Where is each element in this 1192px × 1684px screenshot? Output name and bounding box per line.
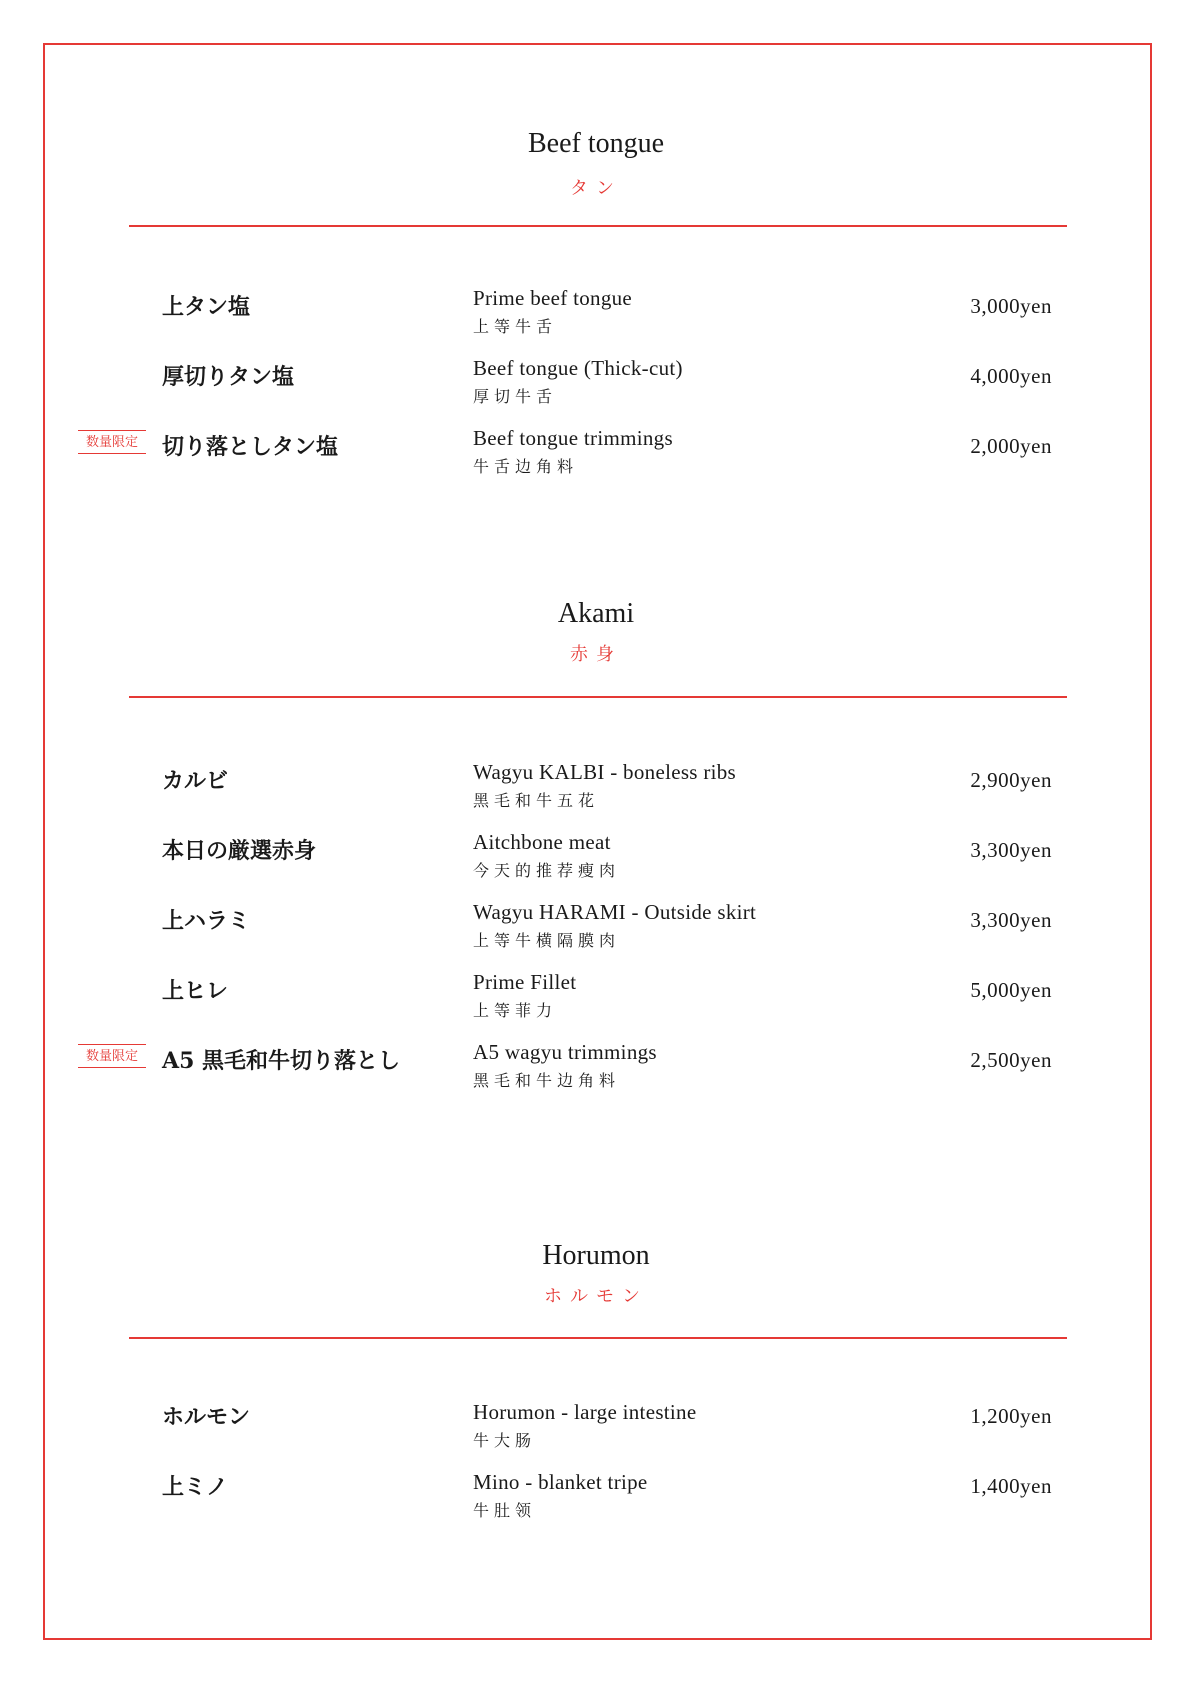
menu-item bbox=[0, 900, 1192, 964]
section-subtitle-beef-tongue: タン bbox=[570, 178, 622, 199]
item-name-jp: 上ハラミ bbox=[162, 908, 251, 934]
item-name-cn: 上等牛舌 bbox=[473, 317, 558, 336]
item-price: 1,200yen bbox=[970, 1404, 1052, 1428]
item-name-cn: 黑毛和牛五花 bbox=[473, 791, 600, 810]
item-name-cn: 牛肚领 bbox=[473, 1501, 537, 1520]
item-name-jp: A5 黒毛和牛切り落とし bbox=[162, 1048, 401, 1074]
item-name-jp: 切り落としタン塩 bbox=[162, 434, 339, 460]
menu-item bbox=[0, 1040, 1192, 1104]
section-subtitle-horumon: ホルモン bbox=[544, 1286, 648, 1307]
item-name-cn: 今天的推荐瘦肉 bbox=[473, 861, 621, 880]
item-name-cn: 牛舌边角料 bbox=[473, 457, 579, 476]
section-title-horumon: Horumon bbox=[542, 1240, 650, 1271]
menu-item bbox=[0, 426, 1192, 490]
item-price: 2,500yen bbox=[970, 1048, 1052, 1072]
section-title-akami: Akami bbox=[557, 598, 635, 629]
item-price: 5,000yen bbox=[970, 978, 1052, 1002]
menu-item bbox=[0, 1400, 1192, 1460]
item-name-jp: 上ミノ bbox=[162, 1474, 229, 1500]
menu-item bbox=[0, 830, 1192, 894]
section-divider bbox=[129, 1337, 1067, 1339]
item-name-jp: ホルモン bbox=[162, 1404, 251, 1430]
item-name-en: Horumon - large intestine bbox=[473, 1400, 697, 1424]
section-divider bbox=[129, 225, 1067, 227]
limited-quantity-badge: 数量限定 bbox=[78, 1044, 146, 1068]
item-name-jp: カルビ bbox=[162, 768, 229, 794]
item-name-cn: 黑毛和牛边角料 bbox=[473, 1071, 621, 1090]
menu-item bbox=[0, 970, 1192, 1034]
item-name-jp: 上ヒレ bbox=[162, 978, 229, 1004]
item-name-cn: 厚切牛舌 bbox=[473, 387, 558, 406]
menu-item bbox=[0, 1470, 1192, 1530]
item-price: 1,400yen bbox=[970, 1474, 1052, 1498]
item-name-en: Wagyu HARAMI - Outside skirt bbox=[473, 900, 757, 924]
item-price: 2,900yen bbox=[970, 768, 1052, 792]
item-name-en: Prime Fillet bbox=[473, 970, 577, 994]
section-subtitle-akami: 赤身 bbox=[570, 644, 622, 665]
item-name-cn: 上等牛横隔膜肉 bbox=[473, 931, 621, 950]
item-name-en: A5 wagyu trimmings bbox=[473, 1040, 657, 1064]
item-name-cn: 上等菲力 bbox=[473, 1001, 558, 1020]
section-divider bbox=[129, 696, 1067, 698]
item-price: 3,300yen bbox=[970, 908, 1052, 932]
item-name-en: Beef tongue trimmings bbox=[473, 426, 673, 450]
item-name-en: Prime beef tongue bbox=[473, 286, 633, 310]
item-price: 3,000yen bbox=[970, 294, 1052, 318]
item-name-en: Mino - blanket tripe bbox=[473, 1470, 648, 1494]
menu-item bbox=[0, 286, 1192, 350]
item-name-en: Beef tongue (Thick-cut) bbox=[473, 356, 683, 380]
item-name-en: Wagyu KALBI - boneless ribs bbox=[473, 760, 737, 784]
item-price: 2,000yen bbox=[970, 434, 1052, 458]
item-name-cn: 牛大肠 bbox=[473, 1431, 537, 1450]
menu-item bbox=[0, 356, 1192, 420]
item-name-jp: 厚切りタン塩 bbox=[162, 364, 295, 390]
limited-quantity-badge: 数量限定 bbox=[78, 430, 146, 454]
item-price: 3,300yen bbox=[970, 838, 1052, 862]
section-title-beef-tongue: Beef tongue bbox=[527, 128, 665, 159]
menu-item bbox=[0, 760, 1192, 824]
item-name-en: Aitchbone meat bbox=[473, 830, 611, 854]
item-name-jp: 上タン塩 bbox=[162, 294, 251, 320]
item-name-jp: 本日の厳選赤身 bbox=[162, 838, 317, 864]
item-price: 4,000yen bbox=[970, 364, 1052, 388]
